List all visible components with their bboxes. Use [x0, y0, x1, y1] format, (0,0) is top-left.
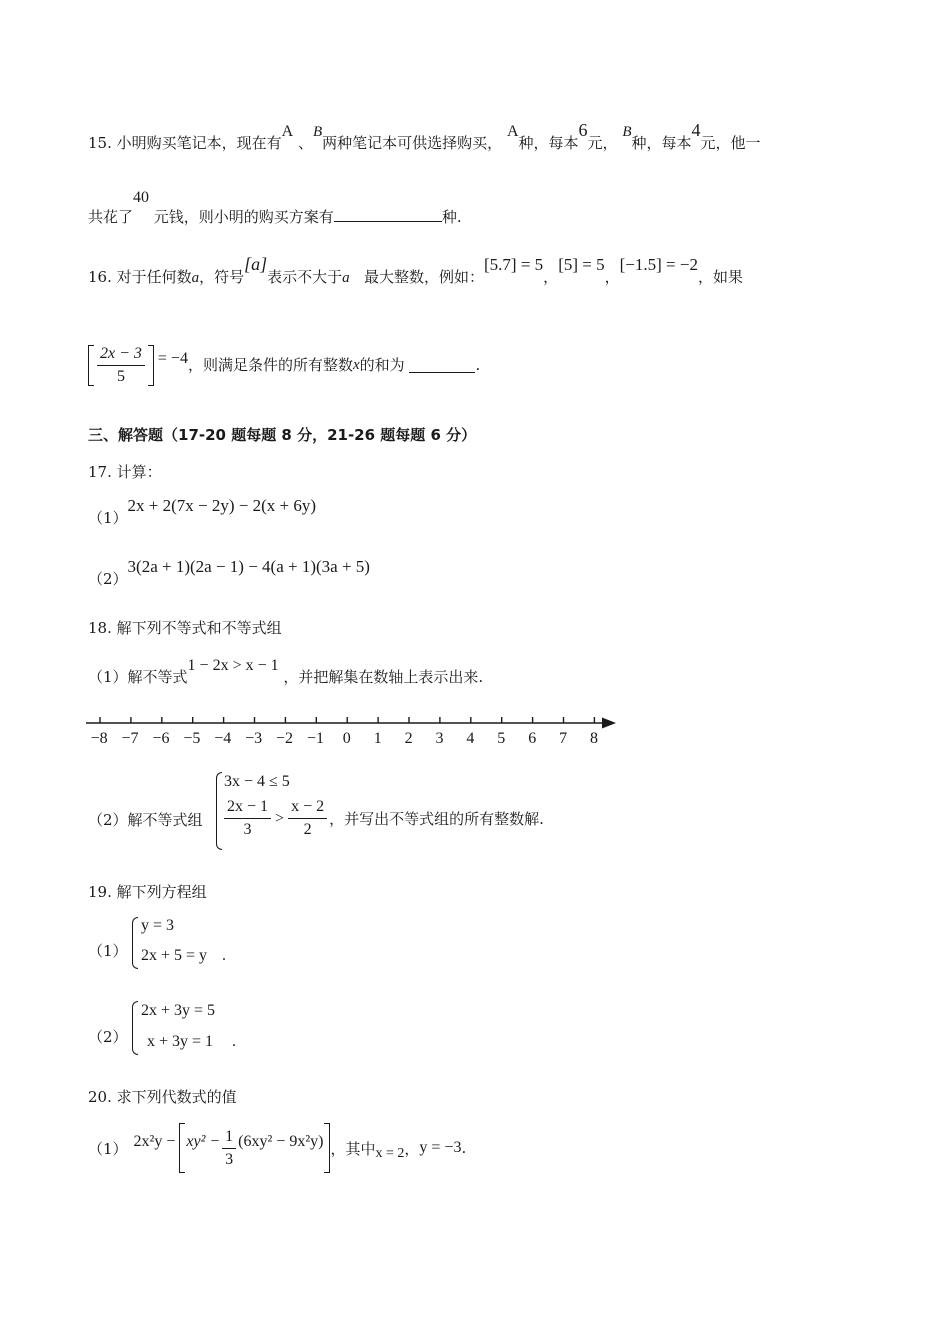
- arrow-right-icon: [602, 718, 616, 729]
- q15-label-b: B: [312, 124, 323, 140]
- q15-text-8: 元钱，则小明的购买方案有: [153, 208, 334, 226]
- q16-floor-expr: [88, 345, 154, 386]
- tick-label: −8: [90, 730, 108, 747]
- q15-text-2: 两种笔记本可供选择购买，: [322, 134, 503, 152]
- q18-item2: [88, 768, 688, 850]
- q18-gt: >: [275, 809, 285, 827]
- q15-text-7: 共花了: [88, 208, 134, 226]
- tick-label: 8: [589, 730, 598, 747]
- q16-rhs: = −4: [157, 350, 188, 367]
- q15-price-b: 4: [691, 120, 701, 140]
- tick-label: 6: [528, 730, 537, 747]
- tick-label: −5: [183, 730, 201, 747]
- q20-frac-num: 1: [222, 1128, 236, 1149]
- q18-title: 18. 解下列不等式和不等式组: [88, 619, 282, 637]
- q15-label-a: A: [281, 123, 294, 140]
- q20-text-1: ，其中: [330, 1139, 376, 1158]
- q16-text-2: ，符号: [199, 268, 245, 286]
- q15-label-b2: B: [622, 124, 632, 140]
- q20-comma: ，: [404, 1139, 420, 1158]
- q15-answer-blank[interactable]: [334, 207, 442, 222]
- q18-frac2-den: 2: [303, 821, 312, 838]
- q16-answer-blank[interactable]: [409, 358, 475, 373]
- q19-dot-1: .: [222, 947, 226, 964]
- q16-text-1: 16. 对于任何数: [88, 268, 192, 286]
- tick-label: 3: [435, 730, 444, 747]
- q16-var-a: a: [191, 270, 200, 286]
- q20-frac-den: 3: [225, 1150, 234, 1168]
- q16-text-5: ，如果: [697, 268, 743, 286]
- q17-expr-1: 2x + 2(7x − 2y) − 2(x + 6y): [127, 496, 317, 515]
- q18-inequality: 1 − 2x > x − 1: [187, 657, 279, 674]
- q19-s2-line2: x + 3y = 1: [147, 1033, 214, 1050]
- q16-var-a2: a: [342, 270, 350, 286]
- q17-title: 17. 计算：: [88, 463, 162, 481]
- tick-label: 1: [373, 730, 382, 747]
- q19-dot-2: .: [232, 1033, 236, 1050]
- q16-example-1: [5.7] = 5: [484, 255, 544, 274]
- q16-example-3: [−1.5] = −2: [619, 255, 698, 274]
- q16-text-4: 最大整数，例如：: [363, 268, 484, 286]
- q16-text-3: 表示不大于: [267, 268, 343, 286]
- q20-end: .: [461, 1139, 467, 1157]
- q15-text-4: 元，: [587, 134, 618, 152]
- q15-sep: 、: [297, 134, 313, 152]
- q18-item1: [88, 657, 484, 688]
- q18-label-1: （1）解不等式: [88, 668, 188, 686]
- q15-label-a2: A: [506, 123, 519, 140]
- tick-label: −2: [276, 730, 294, 747]
- tick-label: −7: [121, 730, 139, 747]
- q20-item1: [88, 1120, 788, 1176]
- tick-label: 4: [466, 730, 475, 747]
- q19-s2-line1: 2x + 3y = 5: [141, 1002, 216, 1019]
- q15-text-5: 种，每本: [631, 134, 692, 152]
- q15-line1: [88, 120, 761, 154]
- q16-line2: [88, 340, 480, 390]
- q16-frac-num: 2x − 3: [97, 345, 145, 366]
- q19-s1-line2: 2x + 5 = y: [141, 947, 208, 964]
- q20-expr-part-a: 2x²y −: [133, 1133, 176, 1150]
- q16-text-8: .: [475, 356, 481, 374]
- section-heading: 三、解答题（17-20 题每题 8 分，21-26 题每题 6 分）: [88, 426, 477, 444]
- tick-label: 0: [342, 730, 351, 747]
- q15-text-6: 元，他一: [700, 134, 761, 152]
- q18-text-1: ，并把解集在数轴上表示出来.: [283, 668, 484, 686]
- q19-label-2: （2）: [88, 1028, 128, 1046]
- q16-line1: 16. 对于任何数a，符号[a]表示不大于a 最大整数，例如：[5.7] = 5，[5] = 5，[−1.5] = −2，如果: [88, 254, 743, 286]
- tick-label: −1: [306, 730, 324, 747]
- q19-s1-line1: y = 3: [141, 917, 175, 934]
- q19-label-1: （1）: [88, 942, 128, 960]
- q15-text-3: 种，每本: [518, 134, 579, 152]
- q15-price-a: 6: [578, 120, 588, 140]
- q17-item2: [88, 557, 370, 589]
- q20-bracket: [179, 1123, 330, 1173]
- q20-expr-part-c: (6xy² − 9x²y): [238, 1133, 324, 1150]
- q18-sys-line2: [222, 798, 544, 839]
- q20-cond-x: x = 2: [375, 1146, 405, 1161]
- q17-label-1: （1）: [88, 509, 128, 527]
- q17-label-2: （2）: [88, 570, 128, 588]
- number-line: [86, 712, 626, 752]
- q16-text-7: 的和为: [359, 356, 405, 374]
- tick-label: 5: [497, 730, 506, 747]
- q16-text-6: ，则满足条件的所有整数: [187, 356, 353, 374]
- q19-title: 19. 解下列方程组: [88, 883, 207, 901]
- q16-symbol: [a]: [244, 254, 268, 274]
- q18-frac2-num: x − 2: [288, 798, 327, 819]
- q15-total: 40: [133, 189, 150, 206]
- q17-item1: [88, 496, 317, 528]
- q20-cond-y: y = −3: [419, 1139, 462, 1156]
- q18-sys-line1: 3x − 4 ≤ 5: [224, 773, 290, 790]
- q18-label-2: （2）解不等式组: [88, 811, 203, 829]
- q19-brace-1: [132, 917, 138, 969]
- q18-frac1-den: 3: [243, 821, 252, 838]
- q19-item1: [88, 914, 388, 970]
- tick-label: 2: [404, 730, 413, 747]
- tick-label: −3: [245, 730, 263, 747]
- tick-label: −6: [152, 730, 170, 747]
- q16-frac-den: 5: [116, 367, 125, 385]
- q18-text-2: ，并写出不等式组的所有整数解.: [329, 809, 544, 828]
- q18-frac1-num: 2x − 1: [224, 798, 271, 819]
- tick-label: −4: [214, 730, 232, 747]
- q20-label-1: （1）: [88, 1139, 128, 1158]
- q15-line2: [88, 189, 462, 228]
- q17-expr-2: 3(2a + 1)(2a − 1) − 4(a + 1)(3a + 5): [127, 557, 370, 576]
- q16-example-2: [5] = 5: [558, 255, 605, 274]
- q20-title: 20. 求下列代数式的值: [88, 1088, 237, 1106]
- q15-text-1: 15. 小明购买笔记本，现在有: [88, 134, 282, 152]
- q20-expr-part-b: xy² −: [186, 1133, 221, 1150]
- q19-brace-2: [132, 1001, 138, 1055]
- tick-label: 7: [559, 730, 568, 747]
- q15-text-9: 种.: [441, 208, 462, 226]
- q16-var-x: x: [352, 357, 360, 373]
- q19-item2: [88, 998, 388, 1056]
